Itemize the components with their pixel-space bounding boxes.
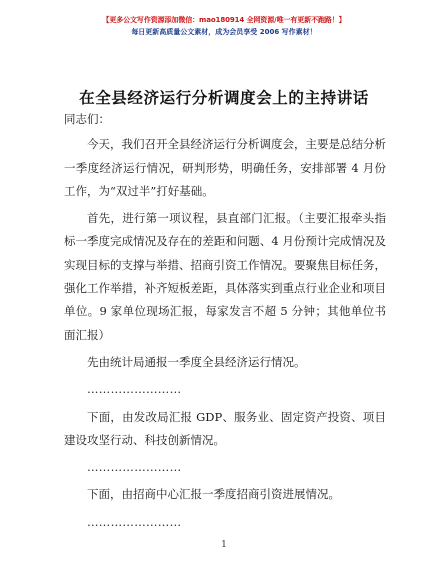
ellipsis-line: …………………… xyxy=(87,382,182,397)
salutation: 同志们： xyxy=(64,112,110,126)
page-number: 1 xyxy=(221,540,227,550)
paragraph-opening: 今天，我们召开全县经济运行分析调度会，主要是总结分析一季度经济运行情况，研判形势，明确任务，安排部署 4 月份工作，为“双过半”打好基础。 xyxy=(64,137,386,198)
paragraph-investment-report: 下面，由招商中心汇报一季度招商引资进展情况。 xyxy=(87,487,340,502)
document-title: 在全县经济运行分析调度会上的主持讲话 xyxy=(79,89,369,107)
paragraph-statistics-report: 先由统计局通报一季度全县经济运行情况。 xyxy=(87,354,306,369)
paragraph-development-report: 下面，由发改局汇报 GDP、服务业、固定资产投资、项目建设攻坚行动、科技创新情况。 xyxy=(64,409,386,447)
promo-line-2: 每日更新高质量公文素材，成为会员享受 2006 写作素材！ xyxy=(131,28,317,36)
ellipsis-line: …………………… xyxy=(87,460,182,475)
document-body xyxy=(64,108,386,534)
promo-banner xyxy=(0,14,448,38)
ellipsis-line: …………………… xyxy=(87,514,182,529)
paragraph-agenda-one: 首先，进行第一项议程，县直部门汇报。（主要汇报牵头指标一季度完成情况及存在的差距和问题、4 月份预计完成情况及实现目标的支撑与举措、招商引资工作情况。要聚焦目标任务，强化工作举措，补齐短板差距，具体落实到重点行业企业和项目单位。9 家单位现场汇报，每家发言不超 5 分钟；其他单位书面汇报） xyxy=(64,211,386,342)
promo-line-1: 【更多公文写作资源添加微信：mao180914 全网资源/唯一有更新不跑路！】 xyxy=(102,16,346,24)
